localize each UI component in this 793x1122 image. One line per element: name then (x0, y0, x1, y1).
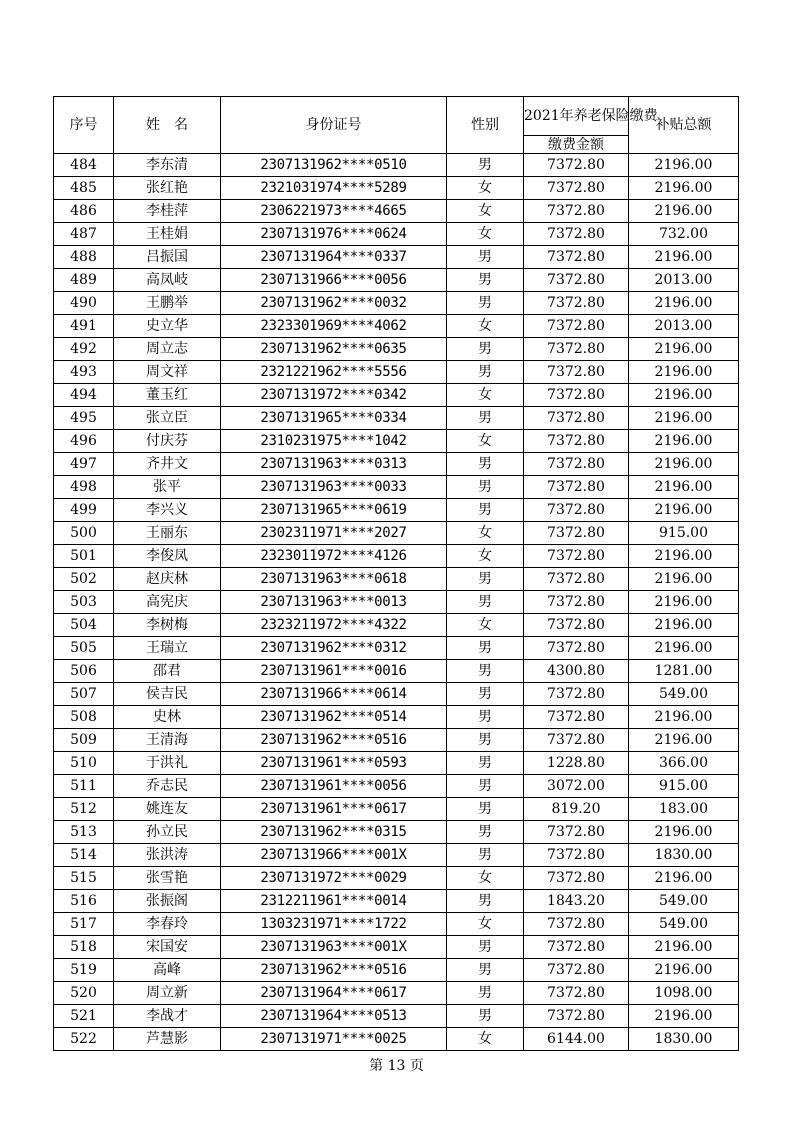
seq-cell: 486 (54, 200, 114, 223)
gender-cell: 男 (447, 407, 524, 430)
seq-cell: 507 (54, 683, 114, 706)
header-seq: 序号 (54, 97, 114, 154)
paid-amount-cell: 7372.80 (524, 867, 629, 890)
id-number-cell: 2312211961****0014 (221, 890, 447, 913)
gender-cell: 男 (447, 752, 524, 775)
name-cell: 邵君 (114, 660, 221, 683)
name-cell: 张振阁 (114, 890, 221, 913)
paid-amount-cell: 7372.80 (524, 292, 629, 315)
seq-cell: 511 (54, 775, 114, 798)
id-number-cell: 2307131962****0514 (221, 706, 447, 729)
seq-cell: 503 (54, 591, 114, 614)
paid-amount-cell: 7372.80 (524, 361, 629, 384)
seq-cell: 487 (54, 223, 114, 246)
name-cell: 周文祥 (114, 361, 221, 384)
name-cell: 张雪艳 (114, 867, 221, 890)
paid-amount-cell: 6144.00 (524, 1028, 629, 1051)
table-row (54, 476, 739, 499)
name-cell: 王丽东 (114, 522, 221, 545)
name-cell: 赵庆林 (114, 568, 221, 591)
paid-amount-cell: 7372.80 (524, 1005, 629, 1028)
paid-amount-cell: 7372.80 (524, 384, 629, 407)
paid-amount-cell: 7372.80 (524, 706, 629, 729)
id-number-cell: 2307131963****0618 (221, 568, 447, 591)
id-number-cell: 2307131964****0513 (221, 1005, 447, 1028)
id-number-cell: 2307131961****0593 (221, 752, 447, 775)
subsidy-amount-cell: 183.00 (629, 798, 739, 821)
id-number-cell: 2307131962****0510 (221, 154, 447, 177)
id-number-cell: 2307131962****0032 (221, 292, 447, 315)
gender-cell: 男 (447, 844, 524, 867)
header-gender: 性别 (447, 97, 524, 154)
paid-amount-cell: 7372.80 (524, 959, 629, 982)
gender-cell: 女 (447, 545, 524, 568)
gender-cell: 男 (447, 476, 524, 499)
paid-amount-cell: 1843.20 (524, 890, 629, 913)
subsidy-amount-cell: 549.00 (629, 683, 739, 706)
seq-cell: 494 (54, 384, 114, 407)
table-row (54, 568, 739, 591)
table-row (54, 867, 739, 890)
seq-cell: 505 (54, 637, 114, 660)
id-number-cell: 2307131962****0312 (221, 637, 447, 660)
subsidy-amount-cell: 2196.00 (629, 361, 739, 384)
seq-cell: 512 (54, 798, 114, 821)
gender-cell: 女 (447, 200, 524, 223)
id-number-cell: 2307131961****0056 (221, 775, 447, 798)
table-row (54, 315, 739, 338)
id-number-cell: 2321221962****5556 (221, 361, 447, 384)
gender-cell: 男 (447, 568, 524, 591)
table-row (54, 292, 739, 315)
paid-amount-cell: 7372.80 (524, 269, 629, 292)
gender-cell: 男 (447, 361, 524, 384)
gender-cell: 女 (447, 913, 524, 936)
seq-cell: 488 (54, 246, 114, 269)
name-cell: 李俊凤 (114, 545, 221, 568)
table-row (54, 361, 739, 384)
table-row (54, 844, 739, 867)
gender-cell: 男 (447, 729, 524, 752)
id-number-cell: 2307131962****0635 (221, 338, 447, 361)
seq-cell: 498 (54, 476, 114, 499)
name-cell: 周立志 (114, 338, 221, 361)
seq-cell: 520 (54, 982, 114, 1005)
table-row (54, 223, 739, 246)
subsidy-amount-cell: 2196.00 (629, 407, 739, 430)
seq-cell: 506 (54, 660, 114, 683)
subsidy-amount-cell: 732.00 (629, 223, 739, 246)
paid-amount-cell: 819.20 (524, 798, 629, 821)
id-number-cell: 2307131962****0516 (221, 729, 447, 752)
seq-cell: 501 (54, 545, 114, 568)
table-row (54, 683, 739, 706)
paid-amount-cell: 7372.80 (524, 568, 629, 591)
paid-amount-cell: 7372.80 (524, 430, 629, 453)
gender-cell: 男 (447, 1005, 524, 1028)
table-row (54, 614, 739, 637)
subsidy-amount-cell: 2196.00 (629, 936, 739, 959)
paid-amount-cell: 7372.80 (524, 338, 629, 361)
seq-cell: 513 (54, 821, 114, 844)
subsidy-amount-cell: 2196.00 (629, 200, 739, 223)
header-pension-year: 2021年养老保险缴费 (524, 97, 629, 136)
id-number-cell: 2307131965****0619 (221, 499, 447, 522)
paid-amount-cell: 7372.80 (524, 223, 629, 246)
id-number-cell: 2307131966****0614 (221, 683, 447, 706)
id-number-cell: 2307131964****0337 (221, 246, 447, 269)
seq-cell: 493 (54, 361, 114, 384)
seq-cell: 508 (54, 706, 114, 729)
id-number-cell: 2307131961****0617 (221, 798, 447, 821)
gender-cell: 女 (447, 177, 524, 200)
subsidy-table (53, 96, 739, 1051)
gender-cell: 男 (447, 637, 524, 660)
subsidy-amount-cell: 2013.00 (629, 269, 739, 292)
subsidy-amount-cell: 549.00 (629, 913, 739, 936)
name-cell: 董玉红 (114, 384, 221, 407)
name-cell: 李春玲 (114, 913, 221, 936)
seq-cell: 496 (54, 430, 114, 453)
name-cell: 姚连友 (114, 798, 221, 821)
name-cell: 宋国安 (114, 936, 221, 959)
paid-amount-cell: 7372.80 (524, 936, 629, 959)
subsidy-amount-cell: 2196.00 (629, 246, 739, 269)
seq-cell: 500 (54, 522, 114, 545)
table-row (54, 407, 739, 430)
subsidy-amount-cell: 2196.00 (629, 499, 739, 522)
subsidy-amount-cell: 2196.00 (629, 867, 739, 890)
name-cell: 高凤岐 (114, 269, 221, 292)
id-number-cell: 1303231971****1722 (221, 913, 447, 936)
gender-cell: 男 (447, 936, 524, 959)
paid-amount-cell: 7372.80 (524, 637, 629, 660)
id-number-cell: 2307131972****0342 (221, 384, 447, 407)
header-subsidy: 补贴总额 (629, 97, 739, 154)
subsidy-amount-cell: 2196.00 (629, 384, 739, 407)
gender-cell: 女 (447, 223, 524, 246)
table-row (54, 1028, 739, 1051)
paid-amount-cell: 7372.80 (524, 844, 629, 867)
name-cell: 李桂萍 (114, 200, 221, 223)
paid-amount-cell: 7372.80 (524, 545, 629, 568)
table-row (54, 936, 739, 959)
paid-amount-cell: 7372.80 (524, 453, 629, 476)
name-cell: 史林 (114, 706, 221, 729)
header-id: 身份证号 (221, 97, 447, 154)
id-number-cell: 2323301969****4062 (221, 315, 447, 338)
gender-cell: 女 (447, 315, 524, 338)
paid-amount-cell: 1228.80 (524, 752, 629, 775)
table-row (54, 637, 739, 660)
seq-cell: 495 (54, 407, 114, 430)
id-number-cell: 2323011972****4126 (221, 545, 447, 568)
gender-cell: 女 (447, 1028, 524, 1051)
subsidy-amount-cell: 2196.00 (629, 1005, 739, 1028)
seq-cell: 490 (54, 292, 114, 315)
id-number-cell: 2307131962****0516 (221, 959, 447, 982)
gender-cell: 女 (447, 430, 524, 453)
table-row (54, 591, 739, 614)
table-row (54, 384, 739, 407)
paid-amount-cell: 7372.80 (524, 522, 629, 545)
header-name: 姓 名 (114, 97, 221, 154)
name-cell: 李东清 (114, 154, 221, 177)
subsidy-amount-cell: 2196.00 (629, 568, 739, 591)
seq-cell: 510 (54, 752, 114, 775)
table-row (54, 821, 739, 844)
id-number-cell: 2307131963****001X (221, 936, 447, 959)
table-body (54, 154, 739, 1051)
paid-amount-cell: 7372.80 (524, 821, 629, 844)
paid-amount-cell: 4300.80 (524, 660, 629, 683)
seq-cell: 502 (54, 568, 114, 591)
name-cell: 王鹏举 (114, 292, 221, 315)
table-row (54, 982, 739, 1005)
paid-amount-cell: 7372.80 (524, 246, 629, 269)
seq-cell: 522 (54, 1028, 114, 1051)
name-cell: 王清海 (114, 729, 221, 752)
seq-cell: 516 (54, 890, 114, 913)
subsidy-amount-cell: 915.00 (629, 522, 739, 545)
gender-cell: 男 (447, 591, 524, 614)
subsidy-amount-cell: 1830.00 (629, 844, 739, 867)
gender-cell: 男 (447, 154, 524, 177)
name-cell: 高峰 (114, 959, 221, 982)
seq-cell: 485 (54, 177, 114, 200)
table-row (54, 269, 739, 292)
name-cell: 高宪庆 (114, 591, 221, 614)
paid-amount-cell: 7372.80 (524, 154, 629, 177)
subsidy-amount-cell: 2196.00 (629, 637, 739, 660)
name-cell: 王桂娟 (114, 223, 221, 246)
name-cell: 吕振国 (114, 246, 221, 269)
gender-cell: 男 (447, 292, 524, 315)
paid-amount-cell: 7372.80 (524, 683, 629, 706)
table-row (54, 154, 739, 177)
paid-amount-cell: 7372.80 (524, 499, 629, 522)
gender-cell: 男 (447, 798, 524, 821)
id-number-cell: 2307131976****0624 (221, 223, 447, 246)
subsidy-amount-cell: 2196.00 (629, 545, 739, 568)
name-cell: 孙立民 (114, 821, 221, 844)
seq-cell: 484 (54, 154, 114, 177)
subsidy-amount-cell: 2196.00 (629, 729, 739, 752)
table-row (54, 499, 739, 522)
gender-cell: 女 (447, 522, 524, 545)
subsidy-amount-cell: 2196.00 (629, 706, 739, 729)
table-row (54, 660, 739, 683)
subsidy-amount-cell: 2196.00 (629, 430, 739, 453)
gender-cell: 男 (447, 453, 524, 476)
name-cell: 于洪礼 (114, 752, 221, 775)
subsidy-amount-cell: 2196.00 (629, 453, 739, 476)
subsidy-amount-cell: 2013.00 (629, 315, 739, 338)
page-number: 第 13 页 (369, 1058, 424, 1074)
table-row (54, 913, 739, 936)
id-number-cell: 2307131963****0313 (221, 453, 447, 476)
table-row (54, 453, 739, 476)
paid-amount-cell: 7372.80 (524, 591, 629, 614)
paid-amount-cell: 7372.80 (524, 200, 629, 223)
table-row (54, 545, 739, 568)
table-row (54, 1005, 739, 1028)
id-number-cell: 2307131965****0334 (221, 407, 447, 430)
table-row (54, 246, 739, 269)
table-row (54, 890, 739, 913)
subsidy-amount-cell: 2196.00 (629, 821, 739, 844)
seq-cell: 491 (54, 315, 114, 338)
name-cell: 齐井文 (114, 453, 221, 476)
paid-amount-cell: 7372.80 (524, 729, 629, 752)
table-row (54, 177, 739, 200)
gender-cell: 男 (447, 775, 524, 798)
id-number-cell: 2307131966****001X (221, 844, 447, 867)
paid-amount-cell: 7372.80 (524, 315, 629, 338)
table-row (54, 729, 739, 752)
id-number-cell: 2321031974****5289 (221, 177, 447, 200)
paid-amount-cell: 7372.80 (524, 177, 629, 200)
subsidy-amount-cell: 1098.00 (629, 982, 739, 1005)
seq-cell: 497 (54, 453, 114, 476)
paid-amount-cell: 7372.80 (524, 614, 629, 637)
id-number-cell: 2307131966****0056 (221, 269, 447, 292)
gender-cell: 男 (447, 890, 524, 913)
subsidy-amount-cell: 2196.00 (629, 476, 739, 499)
name-cell: 张立臣 (114, 407, 221, 430)
name-cell: 李战才 (114, 1005, 221, 1028)
table-row (54, 430, 739, 453)
subsidy-amount-cell: 2196.00 (629, 614, 739, 637)
paid-amount-cell: 7372.80 (524, 982, 629, 1005)
id-number-cell: 2307131963****0033 (221, 476, 447, 499)
seq-cell: 515 (54, 867, 114, 890)
seq-cell: 519 (54, 959, 114, 982)
subsidy-amount-cell: 2196.00 (629, 177, 739, 200)
table-row (54, 706, 739, 729)
subsidy-amount-cell: 2196.00 (629, 959, 739, 982)
subsidy-amount-cell: 2196.00 (629, 154, 739, 177)
gender-cell: 男 (447, 706, 524, 729)
subsidy-amount-cell: 2196.00 (629, 292, 739, 315)
gender-cell: 女 (447, 384, 524, 407)
id-number-cell: 2306221973****4665 (221, 200, 447, 223)
subsidy-amount-cell: 2196.00 (629, 591, 739, 614)
table-row (54, 200, 739, 223)
table-row (54, 775, 739, 798)
gender-cell: 男 (447, 338, 524, 361)
header-pension-amount: 缴费金额 (524, 136, 629, 154)
name-cell: 付庆芬 (114, 430, 221, 453)
name-cell: 王瑞立 (114, 637, 221, 660)
id-number-cell: 2307131963****0013 (221, 591, 447, 614)
name-cell: 侯吉民 (114, 683, 221, 706)
name-cell: 史立华 (114, 315, 221, 338)
name-cell: 张红艳 (114, 177, 221, 200)
table-row (54, 752, 739, 775)
table-row (54, 798, 739, 821)
gender-cell: 男 (447, 499, 524, 522)
name-cell: 张平 (114, 476, 221, 499)
id-number-cell: 2310231975****1042 (221, 430, 447, 453)
seq-cell: 509 (54, 729, 114, 752)
id-number-cell: 2307131961****0016 (221, 660, 447, 683)
paid-amount-cell: 7372.80 (524, 407, 629, 430)
id-number-cell: 2307131971****0025 (221, 1028, 447, 1051)
gender-cell: 男 (447, 683, 524, 706)
table-row (54, 959, 739, 982)
seq-cell: 504 (54, 614, 114, 637)
name-cell: 李树梅 (114, 614, 221, 637)
table-row (54, 522, 739, 545)
gender-cell: 男 (447, 246, 524, 269)
seq-cell: 514 (54, 844, 114, 867)
id-number-cell: 2307131972****0029 (221, 867, 447, 890)
subsidy-amount-cell: 1830.00 (629, 1028, 739, 1051)
id-number-cell: 2323211972****4322 (221, 614, 447, 637)
gender-cell: 男 (447, 982, 524, 1005)
name-cell: 张洪涛 (114, 844, 221, 867)
seq-cell: 492 (54, 338, 114, 361)
seq-cell: 499 (54, 499, 114, 522)
paid-amount-cell: 7372.80 (524, 476, 629, 499)
name-cell: 乔志民 (114, 775, 221, 798)
table-row (54, 338, 739, 361)
id-number-cell: 2302311971****2027 (221, 522, 447, 545)
id-number-cell: 2307131964****0617 (221, 982, 447, 1005)
gender-cell: 男 (447, 269, 524, 292)
id-number-cell: 2307131962****0315 (221, 821, 447, 844)
subsidy-amount-cell: 549.00 (629, 890, 739, 913)
gender-cell: 男 (447, 660, 524, 683)
gender-cell: 女 (447, 614, 524, 637)
gender-cell: 男 (447, 959, 524, 982)
subsidy-amount-cell: 366.00 (629, 752, 739, 775)
seq-cell: 489 (54, 269, 114, 292)
subsidy-amount-cell: 2196.00 (629, 338, 739, 361)
name-cell: 周立新 (114, 982, 221, 1005)
table-header (54, 97, 739, 154)
seq-cell: 518 (54, 936, 114, 959)
gender-cell: 男 (447, 821, 524, 844)
name-cell: 李兴义 (114, 499, 221, 522)
subsidy-amount-cell: 915.00 (629, 775, 739, 798)
name-cell: 芦慧影 (114, 1028, 221, 1051)
subsidy-amount-cell: 1281.00 (629, 660, 739, 683)
paid-amount-cell: 3072.00 (524, 775, 629, 798)
seq-cell: 517 (54, 913, 114, 936)
gender-cell: 女 (447, 867, 524, 890)
seq-cell: 521 (54, 1005, 114, 1028)
paid-amount-cell: 7372.80 (524, 913, 629, 936)
